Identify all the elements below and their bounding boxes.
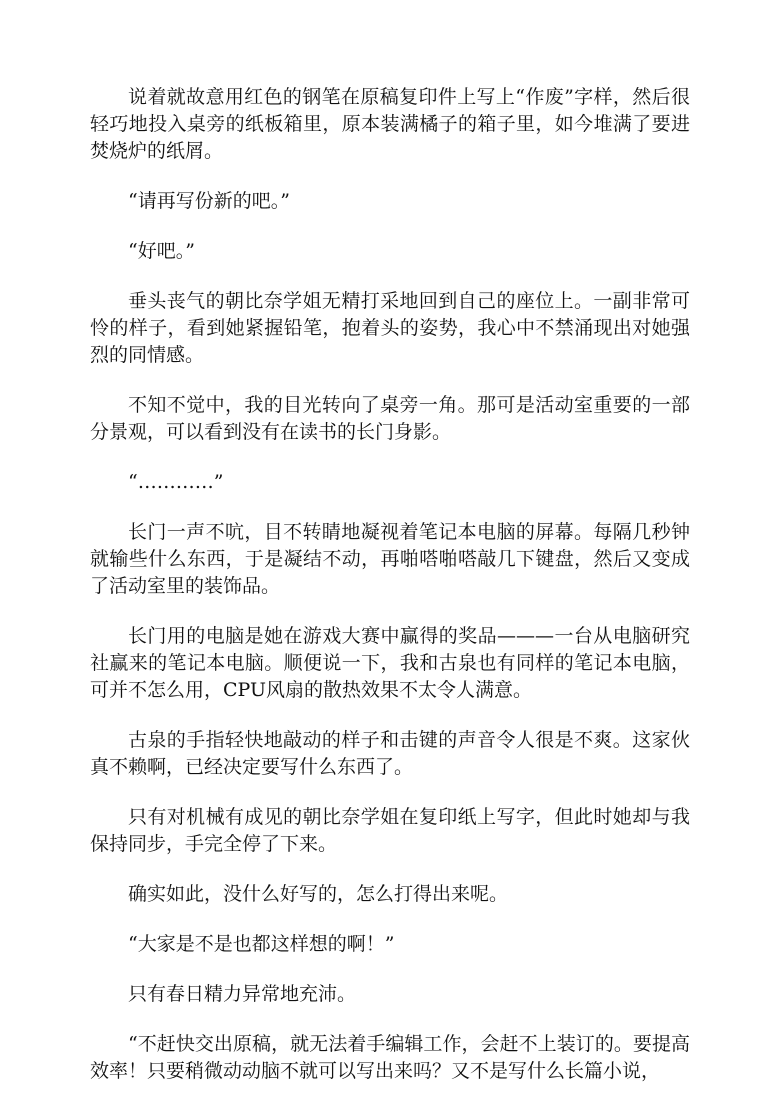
- paragraph: “…………”: [128, 471, 224, 493]
- paragraph: 长门一声不吭，目不转睛地凝视着笔记本电脑的屏幕。每隔几秒钟就输些什么东西，于是凝结不动，再啪嗒啪嗒敲几下键盘，然后又变成了活动室里的装饰品。: [90, 521, 690, 597]
- paragraph: “不赶快交出原稿，就无法着手编辑工作，会赶不上装订的。要提高效率！只要稍微动动脑不就可以写出来吗？又不是写什么长篇小说，: [90, 1033, 690, 1082]
- paragraph: “好吧。”: [128, 240, 195, 262]
- body-text: [90, 84, 690, 1108]
- paragraph: 垂头丧气的朝比奈学姐无精打采地回到自己的座位上。一副非常可怜的样子，看到她紧握铅笔，抱着头的姿势，我心中不禁涌现出对她强烈的同情感。: [90, 290, 690, 366]
- paragraph: 不知不觉中，我的目光转向了桌旁一角。那可是活动室重要的一部分景观，可以看到没有在读书的长门身影。: [90, 394, 690, 443]
- paragraph: 确实如此，没什么好写的，怎么打得出来呢。: [128, 883, 509, 905]
- paragraph: “请再写份新的吧。”: [128, 190, 290, 212]
- paragraph: 长门用的电脑是她在游戏大赛中赢得的奖品———一台从电脑研究社赢来的笔记本电脑。顺便说一下，我和古泉也有同样的笔记本电脑，可并不怎么用，CPU风扇的散热效果不太令人满意。: [90, 625, 690, 701]
- paragraph: 只有春日精力异常地充沛。: [128, 983, 357, 1005]
- paragraph: 古泉的手指轻快地敲动的样子和击键的声音令人很是不爽。这家伙真不赖啊，已经决定要写什么东西了。: [90, 729, 690, 778]
- paragraph: 说着就故意用红色的钢笔在原稿复印件上写上“作废”字样，然后很轻巧地投入桌旁的纸板箱里，原本装满橘子的箱子里，如今堆满了要进焚烧炉的纸屑。: [90, 86, 690, 162]
- paragraph: 只有对机械有成见的朝比奈学姐在复印纸上写字，但此时她却与我保持同步，手完全停了下来。: [90, 806, 690, 855]
- paragraph: “大家是不是也都这样想的啊！”: [128, 933, 395, 955]
